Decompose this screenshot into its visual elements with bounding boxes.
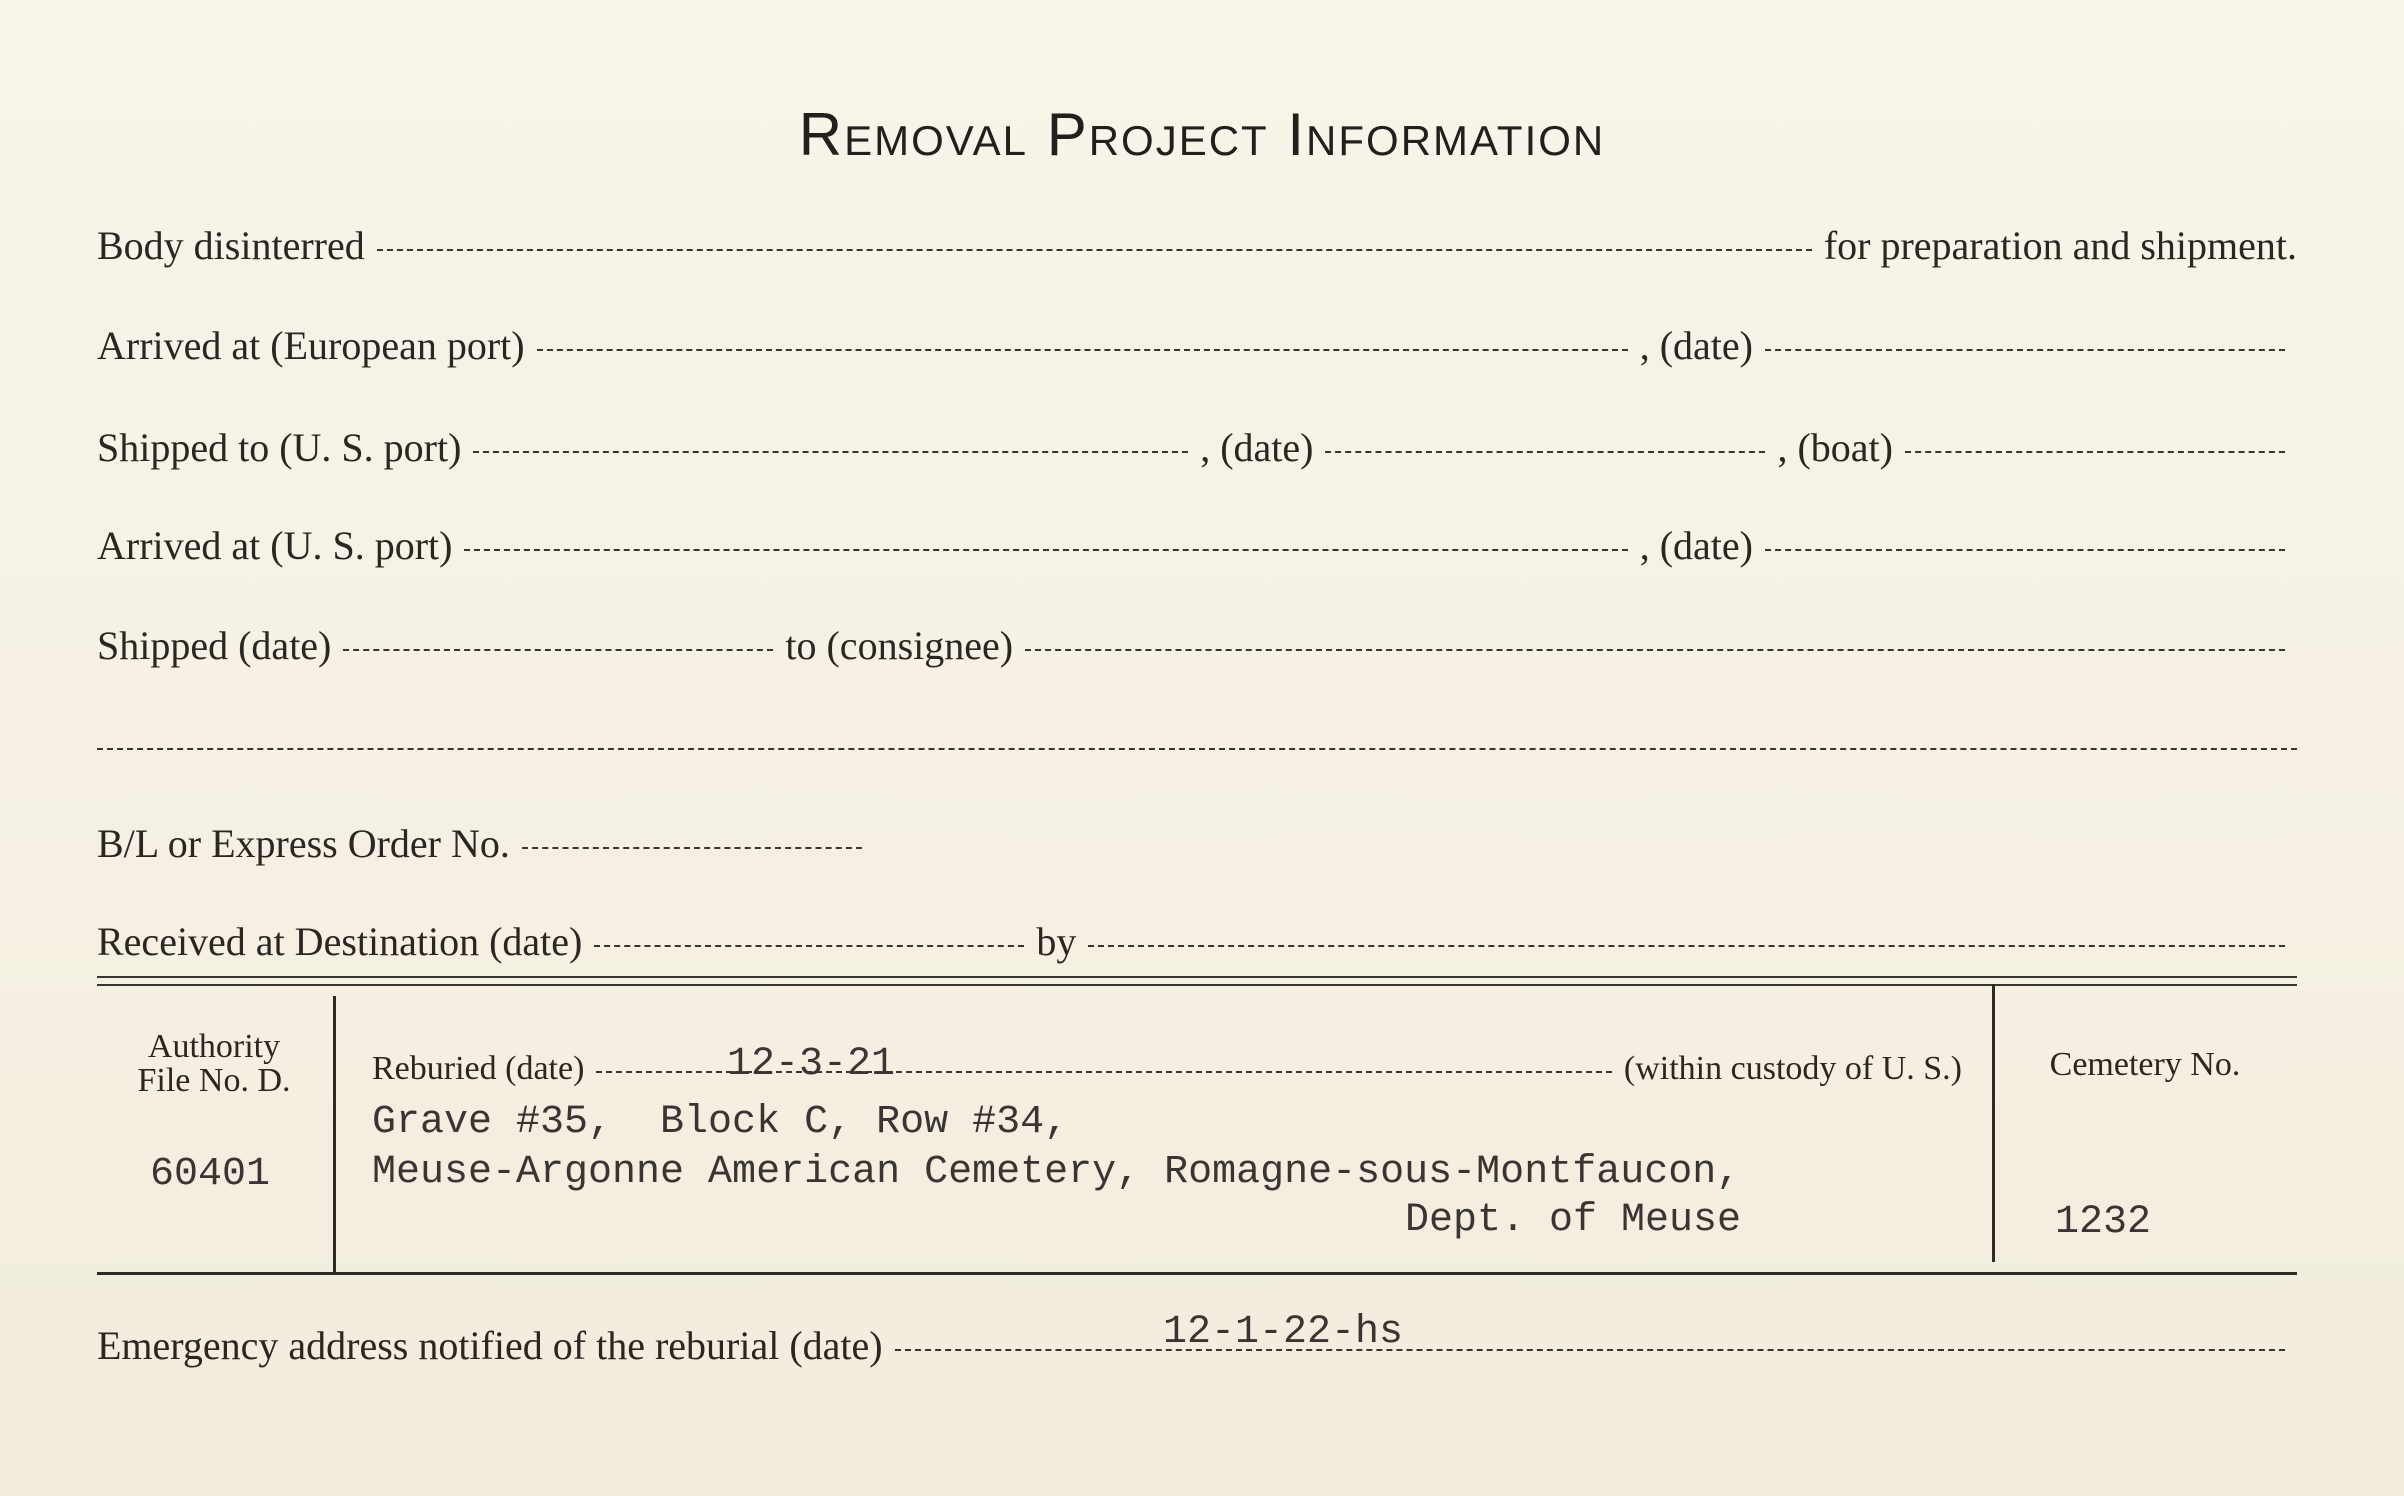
- received-by-field[interactable]: [1088, 945, 2285, 947]
- emergency-date-field[interactable]: [895, 1349, 2285, 1351]
- row-shipped-date: [97, 622, 2297, 669]
- row-bl-order: [97, 820, 2297, 867]
- authority-label-line-1: Authority: [147, 1028, 281, 1065]
- authority-file-number: 60401: [150, 1152, 271, 1197]
- shipped-date-field[interactable]: [343, 649, 773, 651]
- custody-label: (within custody of U. S.): [1623, 1050, 1962, 1087]
- received-destination-label: Received at Destination (date): [97, 919, 583, 964]
- arrived-us-field[interactable]: [464, 549, 1627, 551]
- row-shipped-us: [97, 424, 2297, 471]
- arrived-us-date-field[interactable]: [1765, 549, 2285, 551]
- card-title: Removal Project Information: [798, 101, 1606, 168]
- boat-field[interactable]: [1905, 451, 2285, 453]
- grave-location-line: Grave #35, Block C, Row #34,: [372, 1100, 1069, 1145]
- for-preparation-label: for preparation and shipment.: [1823, 223, 2297, 268]
- authority-label-line-2: File No. D.: [137, 1062, 291, 1099]
- arrived-european-label: Arrived at (European port): [97, 323, 525, 368]
- emergency-date-value: 12-1-22-hs: [1163, 1310, 1404, 1355]
- by-label: by: [1036, 919, 1077, 964]
- bl-order-field[interactable]: [522, 847, 862, 849]
- boat-label: , (boat): [1777, 425, 1893, 470]
- consignee-field[interactable]: [1025, 649, 2285, 651]
- double-rule-divider: [97, 976, 2297, 986]
- arrived-european-date-field[interactable]: [1765, 349, 2285, 351]
- row-body-disinterred: [97, 222, 2297, 269]
- row-arrived-european: [97, 322, 2297, 369]
- box-divider-left: [333, 996, 336, 1272]
- arrived-us-label: Arrived at (U. S. port): [97, 523, 453, 568]
- department-location-line: Dept. of Meuse: [1405, 1198, 1742, 1243]
- box-divider-right: [1992, 984, 1995, 1262]
- row-arrived-us: [97, 522, 2297, 569]
- date-label-3: , (date): [1639, 523, 1753, 568]
- bl-order-label: B/L or Express Order No.: [97, 821, 510, 866]
- cemetery-number-value: 1232: [2055, 1200, 2152, 1245]
- reburied-date-value: 12-3-21: [727, 1042, 896, 1087]
- consignee-continuation-field[interactable]: [97, 748, 2297, 750]
- row-emergency: [97, 1310, 2297, 1369]
- body-disinterred-label: Body disinterred: [97, 223, 365, 268]
- row-received-destination: [97, 918, 2297, 965]
- reburied-label: Reburied (date): [372, 1050, 585, 1087]
- arrived-european-field[interactable]: [537, 349, 1628, 351]
- to-consignee-label: to (consignee): [785, 623, 1014, 668]
- received-destination-date-field[interactable]: [594, 945, 1024, 947]
- cemetery-number-label: Cemetery No.: [2049, 1046, 2241, 1083]
- body-disinterred-field[interactable]: [377, 249, 1812, 251]
- shipped-us-field[interactable]: [473, 451, 1188, 453]
- shipped-us-label: Shipped to (U. S. port): [97, 425, 462, 470]
- date-label-1: , (date): [1639, 323, 1753, 368]
- shipped-us-date-field[interactable]: [1325, 451, 1765, 453]
- box-bottom-rule: [97, 1272, 2297, 1275]
- emergency-label: Emergency address notified of the reburial (date): [97, 1323, 883, 1368]
- cemetery-location-line: Meuse-Argonne American Cemetery, Romagne-sous-Montfaucon,: [372, 1150, 1741, 1195]
- authority-label: [100, 1030, 328, 1098]
- shipped-date-label: Shipped (date): [97, 623, 332, 668]
- row-reburied: [372, 1042, 1962, 1088]
- date-label-2: , (date): [1200, 425, 1314, 470]
